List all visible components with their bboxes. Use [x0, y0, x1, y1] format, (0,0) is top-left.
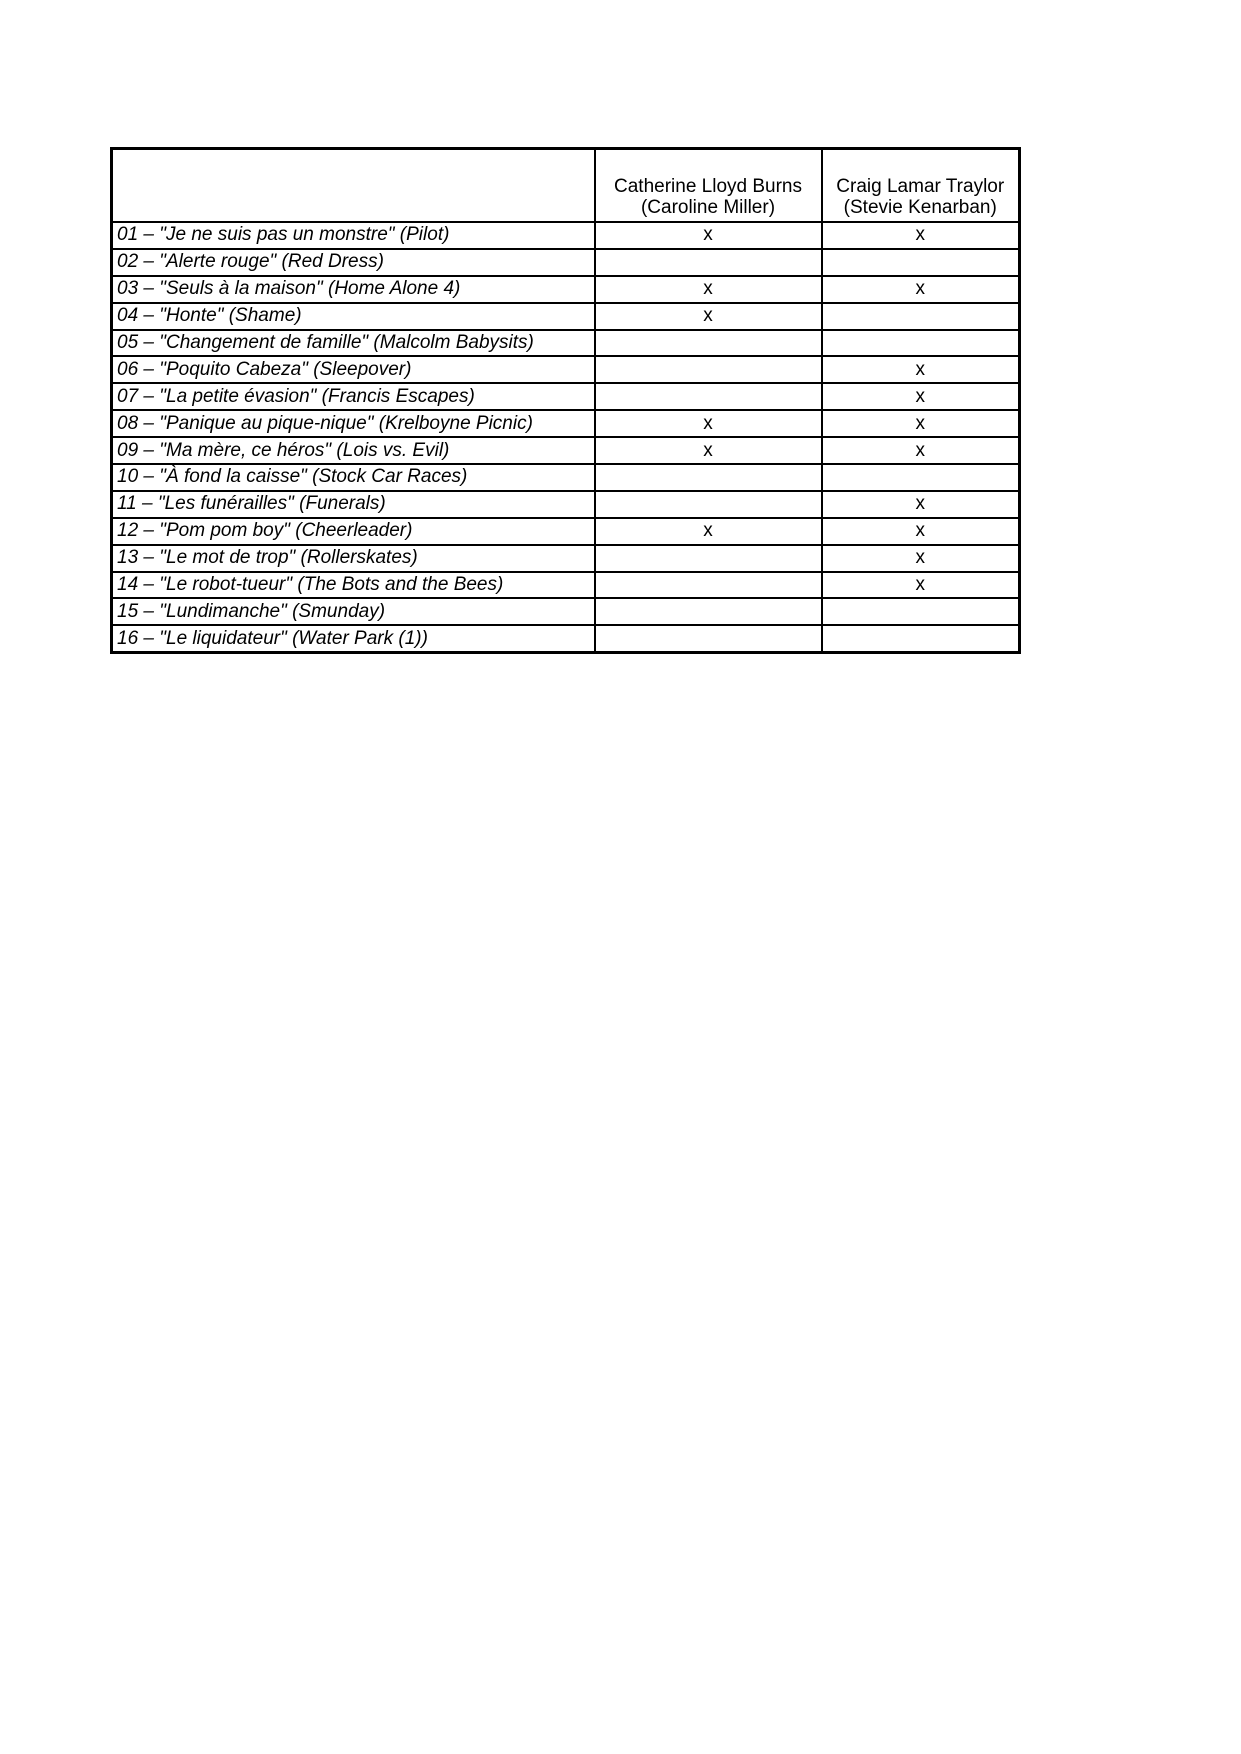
episode-row [112, 598, 1020, 625]
catherine-appearance-mark-cell [595, 249, 822, 276]
episode-title-cell: 14 – "Le robot-tueur" (The Bots and the Bees) [112, 572, 595, 599]
episode-row [112, 330, 1020, 357]
craig-appearance-mark-cell: x [822, 383, 1020, 410]
episode-row [112, 464, 1020, 491]
craig-appearance-mark-cell: x [822, 437, 1020, 464]
episode-title-cell: 06 – "Poquito Cabeza" (Sleepover) [112, 356, 595, 383]
craig-appearance-mark-cell [822, 464, 1020, 491]
craig-appearance-mark-cell: x [822, 545, 1020, 572]
episode-row [112, 249, 1020, 276]
catherine-appearance-mark-cell [595, 625, 822, 652]
craig-appearance-mark-cell: x [822, 410, 1020, 437]
episode-row [112, 303, 1020, 330]
episode-title-cell: 03 – "Seuls à la maison" (Home Alone 4) [112, 276, 595, 303]
actor-name: Craig Lamar Traylor [836, 176, 1005, 197]
episode-row [112, 276, 1020, 303]
episode-title-cell: 04 – "Honte" (Shame) [112, 303, 595, 330]
actor-role: (Stevie Kenarban) [843, 197, 997, 218]
catherine-appearance-mark-cell: x [595, 437, 822, 464]
episode-row [112, 572, 1020, 599]
episode-row [112, 437, 1020, 464]
episode-title-cell: 07 – "La petite évasion" (Francis Escapes) [112, 383, 595, 410]
episode-column-header-empty [112, 149, 595, 223]
episode-title-cell: 13 – "Le mot de trop" (Rollerskates) [112, 545, 595, 572]
craig-appearance-mark-cell [822, 625, 1020, 652]
catherine-appearance-mark-cell [595, 383, 822, 410]
episode-title-cell: 09 – "Ma mère, ce héros" (Lois vs. Evil) [112, 437, 595, 464]
episode-row [112, 383, 1020, 410]
actor-name: Catherine Lloyd Burns [614, 176, 802, 197]
catherine-appearance-mark-cell: x [595, 222, 822, 249]
catherine-appearance-mark-cell: x [595, 303, 822, 330]
catherine-appearance-mark-cell [595, 356, 822, 383]
craig-appearance-mark-cell [822, 303, 1020, 330]
catherine-appearance-mark-cell: x [595, 276, 822, 303]
cast-appearance-table [110, 147, 1021, 654]
craig-appearance-mark-cell: x [822, 276, 1020, 303]
craig-appearance-mark-cell: x [822, 222, 1020, 249]
episode-row [112, 625, 1020, 652]
catherine-appearance-mark-cell [595, 330, 822, 357]
episode-title-cell: 16 – "Le liquidateur" (Water Park (1)) [112, 625, 595, 652]
episode-title-cell: 08 – "Panique au pique-nique" (Krelboyne Picnic) [112, 410, 595, 437]
actor-role: (Caroline Miller) [640, 197, 776, 218]
craig-appearance-mark-cell: x [822, 491, 1020, 518]
episode-row [112, 518, 1020, 545]
episode-row [112, 545, 1020, 572]
episode-title-cell: 10 – "À fond la caisse" (Stock Car Races) [112, 464, 595, 491]
catherine-appearance-mark-cell [595, 545, 822, 572]
craig-appearance-mark-cell: x [822, 518, 1020, 545]
episode-title-cell: 05 – "Changement de famille" (Malcolm Babysits) [112, 330, 595, 357]
craig-appearance-mark-cell [822, 249, 1020, 276]
episode-title-cell: 11 – "Les funérailles" (Funerals) [112, 491, 595, 518]
column-header-catherine-lloyd-burns [595, 149, 822, 223]
episode-title-cell: 01 – "Je ne suis pas un monstre" (Pilot) [112, 222, 595, 249]
craig-appearance-mark-cell [822, 330, 1020, 357]
header-row [112, 149, 1020, 223]
catherine-appearance-mark-cell [595, 491, 822, 518]
craig-appearance-mark-cell: x [822, 572, 1020, 599]
craig-appearance-mark-cell: x [822, 356, 1020, 383]
catherine-appearance-mark-cell [595, 572, 822, 599]
craig-appearance-mark-cell [822, 598, 1020, 625]
table-body [112, 222, 1020, 652]
episode-title-cell: 15 – "Lundimanche" (Smunday) [112, 598, 595, 625]
episode-row [112, 222, 1020, 249]
catherine-appearance-mark-cell [595, 598, 822, 625]
catherine-appearance-mark-cell: x [595, 518, 822, 545]
column-header-craig-lamar-traylor [822, 149, 1020, 223]
catherine-appearance-mark-cell [595, 464, 822, 491]
episode-title-cell: 02 – "Alerte rouge" (Red Dress) [112, 249, 595, 276]
episode-title-cell: 12 – "Pom pom boy" (Cheerleader) [112, 518, 595, 545]
episode-row [112, 491, 1020, 518]
episode-row [112, 410, 1020, 437]
catherine-appearance-mark-cell: x [595, 410, 822, 437]
episode-row [112, 356, 1020, 383]
